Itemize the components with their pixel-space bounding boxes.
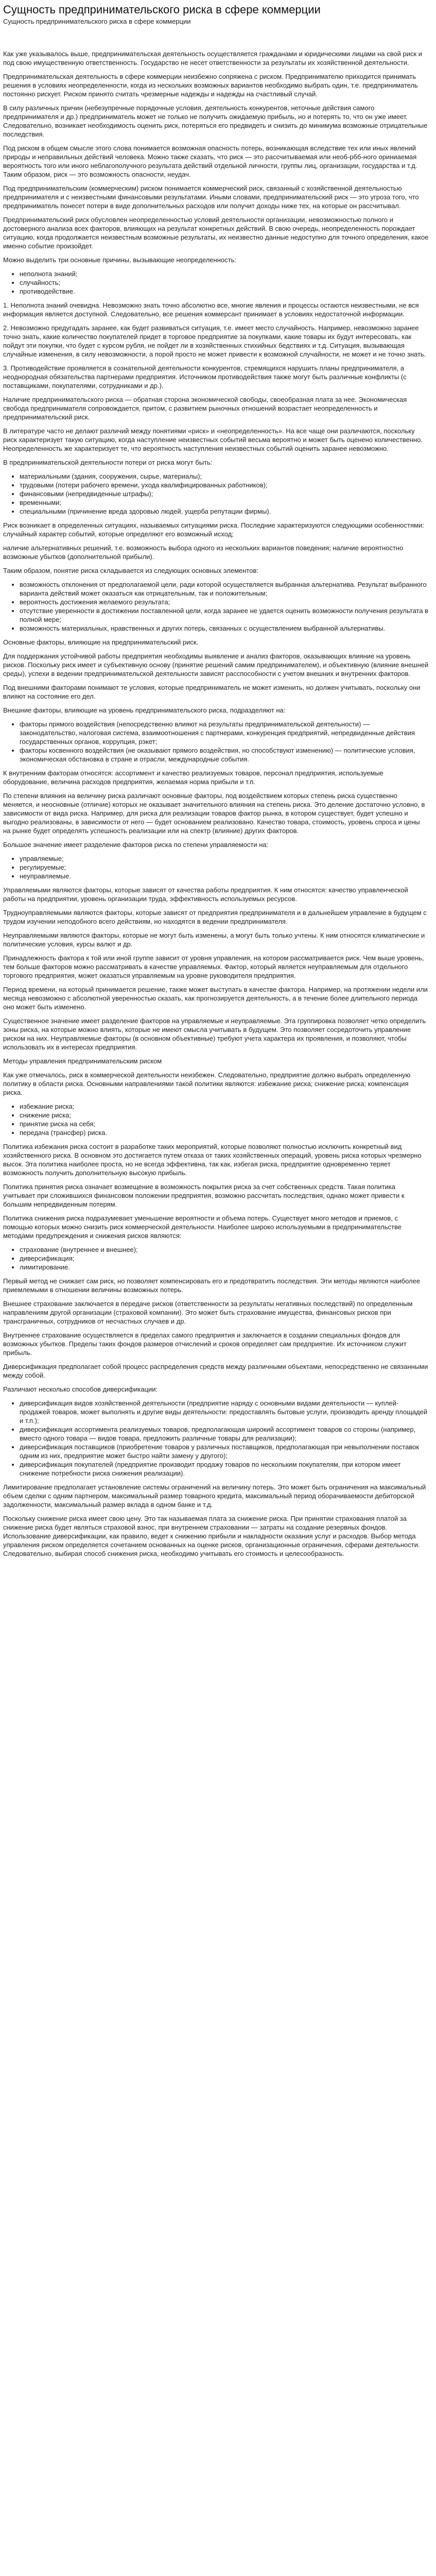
list-item: • диверсификация ассортимента реализуемых товаров, предполагающая широкий ассортимент товаров со стороны (например, вместо одного товара — видов товара, предложить различные товары для реализации); [20,1425,429,1443]
paragraph: Внешнее страхование заключается в передаче рисков (ответственности за результаты негативных последствий) по определенным направлениям другой организации (страховой компании). Это может быть страхование имущества, финансовых рисков при трансграничных, сотрудников от несчастных случаев и др. [3,1300,413,1325]
list-item: • регулируемые; [20,863,429,872]
paragraph: 1. Неполнота знаний очевидна. Невозможно знать точно абсолютно все, многие явления и процессы остаются неизвестными, не вся информация является доступной. Следовательно, все решения коммерсант принимает в условиях недостаточной информации. [3,301,419,318]
paragraph: В силу различных причин (небезупречные порядочные условия, деятельность конкурентов, неточные действия самого предпринимателя и др.) предприниматель может не только не получить ожидаемую прибыль, но и потерять то, что он уже имеет. Следовательно, возникает необходимость оценить риск, потеряться его предвидеть и снизить до минимума возможные отрицательные последствия. [3,104,428,138]
paragraph: Предпринимательская деятельность в сфере коммерции неизбежно сопряжена с риском. Предпринимателю приходится принимать решения в условиях неопределенности, когда из нескольких возможных вариантов необходимо выбрать один, т.е. предприниматель постоянно рискует. Риском принято считать чрезмерные надежды и надежды на счастливый случай. [3,73,418,98]
list-item: • случайность; [20,278,429,287]
bullet-list [3,269,429,296]
paragraph: Существенное значение имеет разделение факторов на управляемые и неуправляемые. Эта группировка позволяет четко определить зоны риска, на которые можно влиять, которые не имеют смысла учитывать в будущем. Это позволяет сосредоточить управление риском на них. Неуправляемые факторы (в основном объективные) требуют учета характера их проявления, и позволяют, чтобы использовать их в интересах предприятия. [3,1017,426,1051]
list-item: • управляемые; [20,854,429,863]
bullet-list [3,854,429,880]
bullet-list [3,580,429,633]
paragraph: наличие альтернативных решений, т.е. возможность выбора одного из нескольких вариантов поведения; наличие вероятностно возможные убытков (дополнительной прибыли). [3,544,404,561]
list-item: • факторы косвенного воздействия (не оказывают прямого воздействия, но способствуют изменению) — политические условия, экономическая обстановка в стране и отрасли, международные события. [20,746,429,764]
bullet-list [3,472,429,516]
paragraph: Как уже указывалось выше, предпринимательская деятельность осуществляется гражданами и юридическими лицами на свой риск и под свою имущественную ответственность. Государство не несет ответственности за результаты их хозяйственной деятельности. [3,50,423,66]
paragraph: Период времени, на который принимается решение, также может выступать в качестве фактора. Например, на протяжении недели или месяца невозможно с абсолютной уверенностью сказать, как прогнозируется деятельность, а в течение более длительного периода оно может быть изменено. [3,986,428,1011]
list-item: • возможность отклонения от предполагаемой цели, ради которой осуществляется выбранная альтернатива. Результат выбранного варианта действий может оказаться как отрицательным, так и положительным; [20,580,429,598]
article-body [3,49,429,1558]
list-item: • неполнота знаний; [20,269,429,278]
list-item: • вероятность достижения желаемого результата; [20,598,429,606]
paragraph: В литературе часто не делают различий между понятиями «риск» и «неопределенность». На все чаще они различаются, поскольку риск характеризует такую ситуацию, когда наступление неизвестных событий весьма вероятно и может быть оценено количественно. Неопределенность же характеризует те, что вероятность наступления неизвестных событий оценить заранее невозможно. [3,427,423,452]
paragraph: Наличие предпринимательского риска — обратная сторона экономической свободы, своеобразная плата за нее. Экономическая свобода предпринимателя сопровождается, притом, с развитием рыночных отношений возрастает неопределенность и предпринимательский риск. [3,396,407,421]
paragraph: Различают несколько способов диверсификации: [3,1385,158,1393]
paragraph: Политика принятия риска означает возмещение в возможность покрытия риска за счет собственных средств. Такая политика учитывает при сложившихся финансовом положении предприятия, возможно рассчитать последствия, однако может привести к большим непредвиденным потерям. [3,1183,405,1208]
paragraph: Предпринимательский риск обусловлен неопределенностью условий деятельности организации, невозможностью полного и достоверного анализа всех факторов, влияющих на результат конкретных действий. В свою очередь, неопределенность порождает ситуацию, когда продолжается неизвестным возможные результаты, их неизвестно данные недоступно для точного определения, какое именно событие произойдет. [3,216,429,250]
paragraph: Как уже отмечалось, риск в коммерческой деятельности неизбежен. Следовательно, предприятие должно выбрать определенную политику в области риска. Основными направлениями такой политики являются: избежание риска; снижение риска; компенсация риска. [3,1071,411,1096]
bullet-list [3,1102,429,1137]
bullet-list [3,1399,429,1478]
paragraph: Можно выделить три основные причины, вызывающие неопределенность: [3,256,236,264]
list-item: • принятие риска на себя; [20,1120,429,1128]
list-item: • диверсификация видов хозяйственной деятельности (предприятие наряду с основными видами деятельности — куплей-продажей товаров, может выполнять и другие виды деятельности: предоставлять бытовые услуги, производить аренду площадей и т.п.); [20,1399,429,1425]
paragraph: Диверсификация предполагает собой процесс распределения средств между различными объектами, непосредственно не связанными между собой. [3,1363,428,1379]
list-item: • материальными (здания, сооружения, сырье, материалы); [20,472,429,481]
paragraph: Методы управления предпринимательским риском [3,1057,162,1065]
paragraph: Для поддержания устойчивой работы предприятия необходимы выявление и анализ факторов, оказывающих влияние на уровень рисков. Поскольку риск имеет и субъективную основу (принятие решений самим предпринимателем), и объективную (влияние внешней среды), успехи в ведении предпринимательской деятельности зависят расспособности с учетом внешних и внутренних факторов. [3,652,429,677]
paragraph: Внутреннее страхование осуществляется в пределах самого предприятия и заключается в создании специальных фондов для возможных убытков. Пределы таких фондов размеров отчислений и сроков определяет сам предприятие. Их источником служит прибыль. [3,1331,407,1357]
list-item: • факторы прямого воздействия (непосредственно влияют на результаты предпринимательской деятельности) — законодательство, налоговая система, взаимоотношения с партнерами, конкуренция предприятий, непредвиденные действия государственных органов, коррупция, рэкет; [20,720,429,746]
list-item: • финансовыми (непредвиденные штрафы); [20,489,429,498]
paragraph: В предпринимательской деятельности потери от риска могут быть: [3,459,213,466]
paragraph: Риск возникает в определенных ситуациях, называемых ситуациями риска. Последние характеризуются следующими особенностями: случайный характер событий, которые определяют его возможный исход; [3,521,424,538]
list-item: • диверсификация поставщиков (приобретение товаров у различных поставщиков, предполагающая при невыполнении поставок одним из них, предприятие может быстро найти замену у другого); [20,1443,429,1460]
page-subtitle: Сущность предпринимательского риска в сфере коммерции [3,18,191,25]
list-item: • лимитирование. [20,1263,429,1272]
paragraph: Политика снижения риска подразумевает уменьшение вероятности и объема потерь. Существует много методов и приемов, с помощью которых можно снизить риск коммерческой деятельности. Наиболее широко используемыми в предпринимательстве методами предупреждения и снижения рисков являются: [3,1214,402,1240]
paragraph: Большое значение имеет разделение факторов риска по степени управляемости на: [3,841,269,849]
page-title: Сущность предпринимательского риска в сфере коммерции [3,3,321,16]
paragraph: Основные факторы, влияющие на предпринимательский риск. [3,638,199,646]
paragraph: Политика избежания риска состоит в разработке таких мероприятий, которые позволяют полностью исключить конкретный вид хозяйственного риска. В основном это достигается путем отказа от таких хозяйственных операций, уровень риска которых чрезмерно высок. Эта политика наиболее проста, но не всегда эффективна, так как, избегая риска, предприятие одновременно теряет возможность получить дополнительную высокую прибыль. [3,1143,422,1177]
list-item: • отсутствие уверенности в достижении поставленной цели, когда заранее не удается оценить возможности получения результата в полной мере; [20,606,429,624]
paragraph: Лимитирование предполагает установление системы ограничений на величину потерь. Это может быть ограничения на максимальный объем сделки с одним партнером, максимальный размер товарного кредита, максимальный период оборачиваемости дебиторской задолженности, максимальный размер вклада в одном банке и т.д. [3,1483,426,1509]
list-item: • неуправляемые. [20,872,429,880]
paragraph: Управляемыми являются факторы, которые зависят от качества работы предприятия. К ним относятся: качество управленческой работы на предприятии, уровень организации труда, эффективность используемых ресурсов. [3,886,408,903]
bullet-list [3,1245,429,1272]
list-item: • трудовыми (потери рабочего времени, ухода квалифицированных работников); [20,481,429,489]
paragraph: Под предпринимательским (коммерческим) риском понимается коммерческий риск, связанный с хозяйственной деятельностью предпринимателя и с неизвестными финансовыми результатами. Иными словами, предпринимательский риск — это угроза того, что предприниматель понесет потери в виде дополнительных расходов или получит доходы ниже тех, на которые он рассчитывал. [3,184,419,210]
list-item: • противодействие. [20,287,429,296]
paragraph: Первый метод не снижает сам риск, но позволяет компенсировать его и предотвратить последствия. Эти методы являются наиболее приемлемыми в отношении величины возможных потерь. [3,1277,421,1294]
list-item: • передача (трансфер) риска. [20,1128,429,1137]
paragraph: По степени влияния на величину риска различают основные факторы, под воздействием которых степень риска существенно меняется, и неосновные (отличие) которых не оказывает значительного влияния на степень риска. Это деление достаточно условно, в зависимости от вида риска. Например, для риска для реализации товаров фактор рынка, в котором существует, будет успешно и выгодно реализованы, в зависимости от него — будет основанием реализовано. Качество товара, стоимость, уровень спроса и цены на рынке будет определять успешность реализации или на спектр (влияние) других факторов. [3,792,425,835]
paragraph: 2. Невозможно предугадать заранее, как будет развиваться ситуация, т.е. имеет место случайность. Например, невозможно заранее точно знать, какие количество покупателей придет в торговое предприятие за покупками, какие товары их будут интересовать, как пойдут эти покупки, что будет с курсом рубля, не пойдет ли в хозяйственных стихийных бедствиях и т.д. Ситуация, вызывающая случайные изменения, в силу невозможности, а порой просто не может привести к возможной случайности, не может и не точно знать. [3,324,426,358]
paragraph: Под риском в общем смысле этого слова понимается возможная опасность потерь, возникающая вследствие тех или иных явлений природы и неправильных действий человека. Можно также сказать, что риск — это рассчитываемая или необ-рбб-ного ориниаемая вероятность того или иного неблагополучного результата действий отдельной личности, группы лиц, организации, государства и т.д. Таким образом, риск — это возможность опасности, неудач. [3,144,417,178]
list-item: • страхование (внутреннее и внешнее); [20,1245,429,1254]
list-item: • диверсификация; [20,1254,429,1263]
paragraph: Принадлежность фактора к той или иной группе зависит от уровня управления, на котором рассматривается риск. Чем выше уровень, тем больше факторов можно рассматривать в качестве управляемых. Фактор, который является неуправляемым для отдельного торгового предприятия, может оказаться управляемым на уровне руководителя предприятия. [3,954,424,979]
paragraph: Под внешними факторами понимают те условия, которые предприниматель не может изменить, но должен учитывать, поскольку они влияют на состояние его дел. [3,684,421,700]
list-item: • временными; [20,498,429,507]
list-item: • возможность материальных, нравственных и других потерь, связанных с осуществлением выбранной альтернативы. [20,624,429,633]
list-item: • избежание риска; [20,1102,429,1111]
paragraph: Неуправляемыми являются факторы, которые не могут быть изменены, а могут быть только учтены. К ним относятся климатические и политические условия, курсы валют и др. [3,931,425,948]
list-item: • специальными (причинение вреда здоровью людей, ущерба репутации фирмы). [20,507,429,516]
paragraph: 3. Противодействие проявляется в сознательной деятельности конкурентов, стремящихся нарушить планы предпринимателя, а неоднородная обязательства партнерами предприятия. Источником противодействия также могут быть различные конфликты (с поставщиками, покупателями, сотрудниками и др.). [3,364,407,389]
list-item: • диверсификация покупателей (предприятие производит продажу товаров по нескольким покупателям, при котором имеет снижение потребности риска снижения реализации). [20,1460,429,1478]
paragraph: Поскольку снижение риска имеет свою цену. Это так называемая плата за снижение риска. При принятии страхования платой за снижение риска будет являться страховой взнос, при внутреннем страховании — затраты на создание резервных фондов. Использование диверсификации, как правило, ведет к снижению прибыли и накладности оказания услуг и расходов. Выбор метода управления риском определяется сочетанием основанных на оценке рисков, организационные ограничения, сферами деятельности. Следовательно, выбирая способ снижения риска, необходимо учитывать его стоимость и целесообразность. [3,1515,420,1557]
bullet-list [3,720,429,764]
paragraph: Таким образом, понятие риска складывается из следующих основных элементов: [3,567,258,574]
list-item: • снижение риска; [20,1111,429,1120]
paragraph: К внутренним факторам относятся: ассортимент и качество реализуемых товаров, персонал предприятия, используемые оборудование, величина расходов предприятия, желаемая норма прибыли и т.п. [3,769,383,786]
paragraph: Внешние факторы, влияющие на уровень предпринимательского риска, подразделяют на: [3,706,286,714]
paragraph: Трудноуправляемыми являются факторы, которые зависят от предприятия предпринимателя и в дальнейшем управление в будущем с трудом изучении неподобного всего действиям, но находятся в ведении предпринимателя. [3,909,427,925]
